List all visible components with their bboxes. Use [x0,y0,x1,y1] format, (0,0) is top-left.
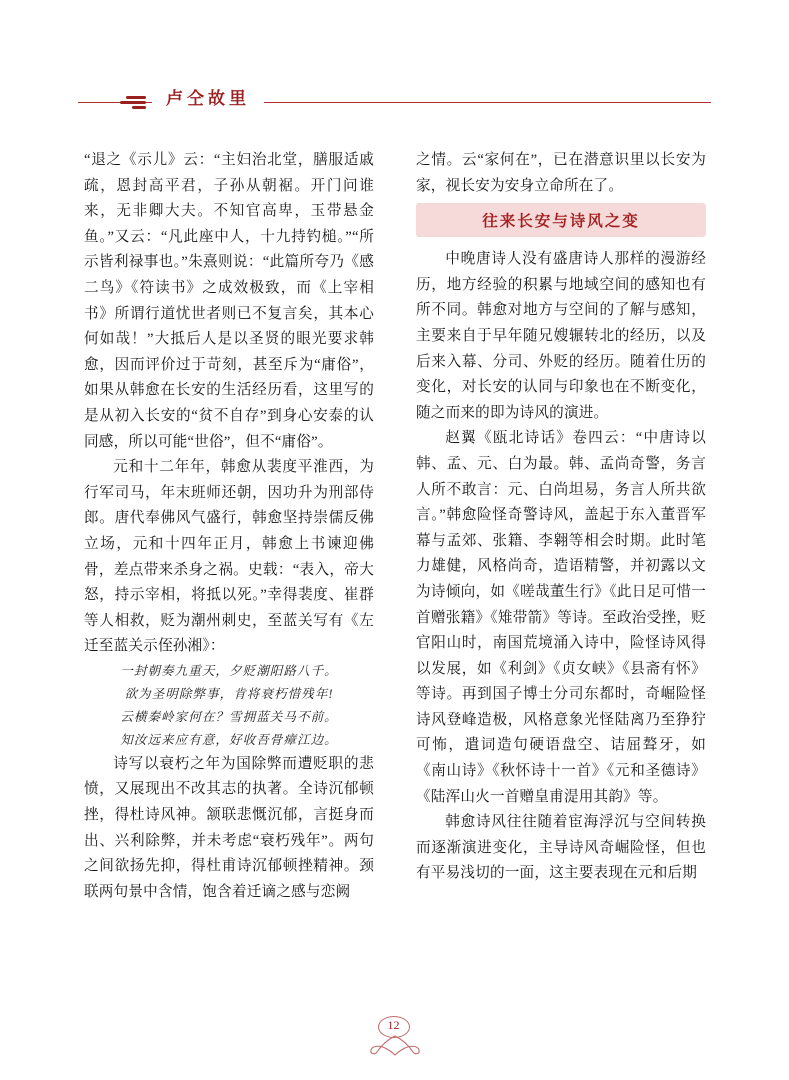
paragraph: “退之《示儿》云：“主妇治北堂，膳服适戚疏，恩封高平君，子孙从朝裾。开门问谁来，无非卿大夫。不知官高卑，玉带悬金鱼。”又云：“凡此座中人，十九持钓槌。”“所示皆利禄事也。”朱熹则说：“此篇所夸乃《感二鸟》《符读书》之成效极致，而《上宰相书》所谓行道忧世者则已不复言矣，其本心何如哉！”大抵后人是以圣贤的眼光要求韩愈，因而评价过于苛刻，甚至斥为“庸俗”，如果从韩愈在长安的生活经历看，这里写的是从初入长安的“贫不自存”到身心安泰的认同感，所以可能“世俗”，但不“庸俗”。 [84,152,374,450]
paragraph: 之情。云“家何在”，已在潜意识里以长安为家，视长安为安身立命所在了。 [416,152,706,194]
page-footer [0,1008,789,1058]
poem-line: 欲为圣明除弊事，肯将衰朽惜残年! [124,686,334,701]
paragraph: 韩愈诗风往往随着宦海浮沉与空间转换而逐渐演进变化，主导诗风奇崛险怪，但也有平易浅切的一面，这主要表现在元和后期 [416,814,706,882]
poem-block [84,660,374,752]
left-column [84,148,374,1008]
decorative-bars-icon [120,94,146,110]
poem-line: 一封朝奏九重天，夕贬潮阳路八千。 [120,663,338,678]
paragraph: 中晚唐诗人没有盛唐诗人那样的漫游经历，地方经验的积累与地域空间的感知也有所不同。韩愈对地方与空间的了解与感知，主要来自于早年随兄嫂辗转北的经历，以及后来入幕、分司、外贬的经历。随着仕历的变化，对长安的认同与印象也在不断变化，随之而来的即为诗风的演进。 [416,251,706,421]
poem-line: 知汝远来应有意，好收吾骨瘴江边。 [120,732,338,747]
page-header [0,80,789,120]
section-heading-banner [416,203,706,237]
flourish-icon [365,1034,425,1056]
right-column [416,148,706,1008]
section-heading-text: 往来长安与诗风之变 [482,213,640,231]
body-columns [84,148,706,1008]
paragraph: 元和十二年年，韩愈从裴度平淮西，为行军司马，年末班师还朝，因功升为刑部侍郎。唐代奉佛风气盛行，韩愈坚持崇儒反佛立场，元和十四年正月，韩愈上书谏迎佛骨，差点带来杀身之祸。史载：“表入，帝大怒，持示宰相，将抵以死。”幸得裴度、崔群等人相救，贬为潮州刺史，至蓝关写有《左迁至蓝关示侄孙湘》： [84,459,374,655]
page-number: 12 [387,1018,400,1032]
page-title: 卢仝故里 [166,89,250,108]
paragraph: 赵翼《瓯北诗话》卷四云：“中唐诗以韩、孟、元、白为最。韩、孟尚奇警，务言人所不敢言：元、白尚坦易，务言人所共欲言。”韩愈险怪奇警诗风，盖起于东入董晋军幕与孟郊、张籍、李翱等相会时期。此时笔力雄健，风格尚奇，造语精警，并初露以文为诗倾向，如《嗟哉董生行》《此日足可惜一首赠张籍》《雉带箭》等诗。至政治受挫，贬官阳山时，南国荒境涌入诗中，险怪诗风得以发展，如《利剑》《贞女峡》《县斋有怀》等诗。再到国子博士分司东都时，奇崛险怪诗风登峰造极，风格意象光怪陆离乃至狰狞可怖，遣词造句硬语盘空、诘屈聱牙，如《南山诗》《秋怀诗十一首》《元和圣德诗》《陆浑山火一首赠皇甫湜用其韵》等。 [416,430,706,805]
poem-line: 云横秦岭家何在？雪拥蓝关马不前。 [120,709,338,724]
paragraph: 诗写以衰朽之年为国除弊而遭贬职的悲愤，又展现出不改其志的执著。全诗沉郁顿挫，得杜诗风神。颔联悲慨沉郁，言挺身而出、兴利除弊，并未考虑“衰朽残年”。两句之间欲扬先抑，得杜甫诗沉郁顿挫精神。颈联两句景中含情，饱含着迁谪之感与恋阙 [84,755,374,900]
header-title-wrap [152,84,264,109]
